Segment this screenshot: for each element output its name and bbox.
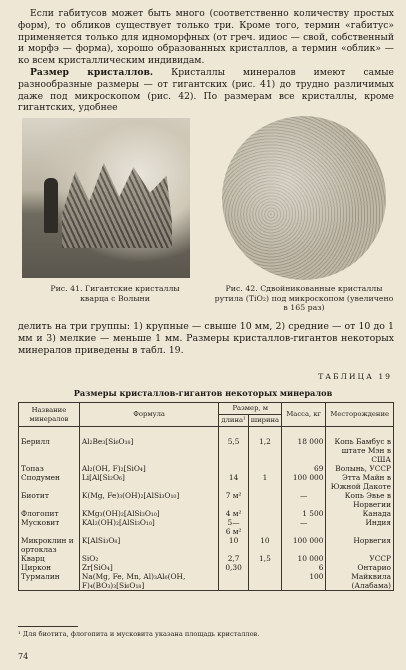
size-text: Кристаллы минералов имеют самые разнообразные размеры — от гигантских (рис. 41) до трудно различимых даже под микроскопом (рис. 42). По размерам все кристаллы, кроме гигантских, удобнее — [18, 67, 394, 114]
table-row: Циркон Zr[SiO₄] 0,30 6 Онтарио — [19, 563, 394, 572]
intro-paragraph: Если габитусов может быть много (соответственно количеству простых форм), то обликов существует только три. Кроме того, термин «габитус» применяется только для идноморфных (от греч. идиос — свой, собственный и морфэ — форма), хорошо образованных кристаллов, а термин «облик» — ко всем кристаллическим индивидам. — [18, 8, 394, 67]
footnote-divider — [18, 626, 78, 627]
table-row: Кварц SiO₂ 2,7 1,5 10 000 УССР — [19, 554, 394, 563]
table-row: 6 м² — [19, 527, 394, 536]
table-row: Сподумен Li[Al[Si₂O₆] 14 1 100 000 Этта Майн в Южной Дакоте — [19, 473, 394, 491]
figure-41-caption: Рис. 41. Гигантские кристаллы кварца с Волыни — [50, 284, 180, 303]
groups-paragraph: делить на три группы: 1) крупные — свыше 10 мм, 2) средние — от 10 до 1 мм и 3) мелкие — меньше 1 мм. Размеры кристаллов-гигантов некоторых минералов приведены в табл. 19. — [18, 321, 394, 357]
header-length: длина¹ — [219, 415, 248, 427]
table-row: Мусковит KAl₂(OH)₂[AlSi₃O₁₀] 5— — Индия — [19, 518, 394, 527]
header-mass: Масса, кг — [282, 403, 326, 427]
header-location: Месторождение — [326, 403, 394, 427]
header-formula: Формула — [79, 403, 219, 427]
page-number: 74 — [18, 652, 29, 661]
table-title: Размеры кристаллов-гигантов некоторых минералов — [73, 388, 333, 398]
figure-42-caption: Рис. 42. Сдвойникованные кристаллы рутила (TiO₂) под микроскопом (увеличено в 165 раз) — [214, 284, 394, 312]
figure-41-photo — [22, 118, 190, 278]
footnote: ¹ Для биотита, флогопита и мусковита указана площадь кристаллов. — [18, 630, 260, 638]
quartz-crystals-image — [62, 163, 172, 248]
header-name: Название минералов — [19, 403, 80, 427]
table-row: Турмалин Na(Mg, Fe, Mn, Al)₃Al₆(OH, F)₄(BO₃)₃[Si₆O₁₈] 100 Майквила (Алабама) — [19, 572, 394, 591]
table-row: Берилл Al₂Be₃[Si₆O₁₈] 5,5 1,2 18 000 Копь Бамбус в штате Мэн в США — [19, 437, 394, 464]
table-row: Топаз Al₂(OH, F)₂[SiO₄] 69 Волынь, УССР — [19, 464, 394, 473]
figure-42-micrograph — [222, 116, 386, 280]
giant-crystals-table — [18, 402, 394, 591]
person-silhouette — [44, 178, 58, 233]
size-paragraph — [18, 67, 394, 114]
table-row: Биотит K(Mg, Fe)₃(OH)₂[AlSi₃O₁₀] 7 м² — Копь Эвье в Норвегии — [19, 491, 394, 509]
table-number: ТАБЛИЦА 19 — [318, 372, 392, 381]
size-heading: Размер кристаллов. — [30, 67, 154, 78]
header-width: ширина — [248, 415, 281, 427]
header-size: Размер, м — [219, 403, 282, 415]
table-row: Флогопит KMg₃(OH)₂[AlSi₃O₁₀] 4 м² 1 500 Канада — [19, 509, 394, 518]
table-row: Микроклин и ортоклаз K[AlSi₃O₈] 10 10 100 000 Норвегия — [19, 536, 394, 554]
